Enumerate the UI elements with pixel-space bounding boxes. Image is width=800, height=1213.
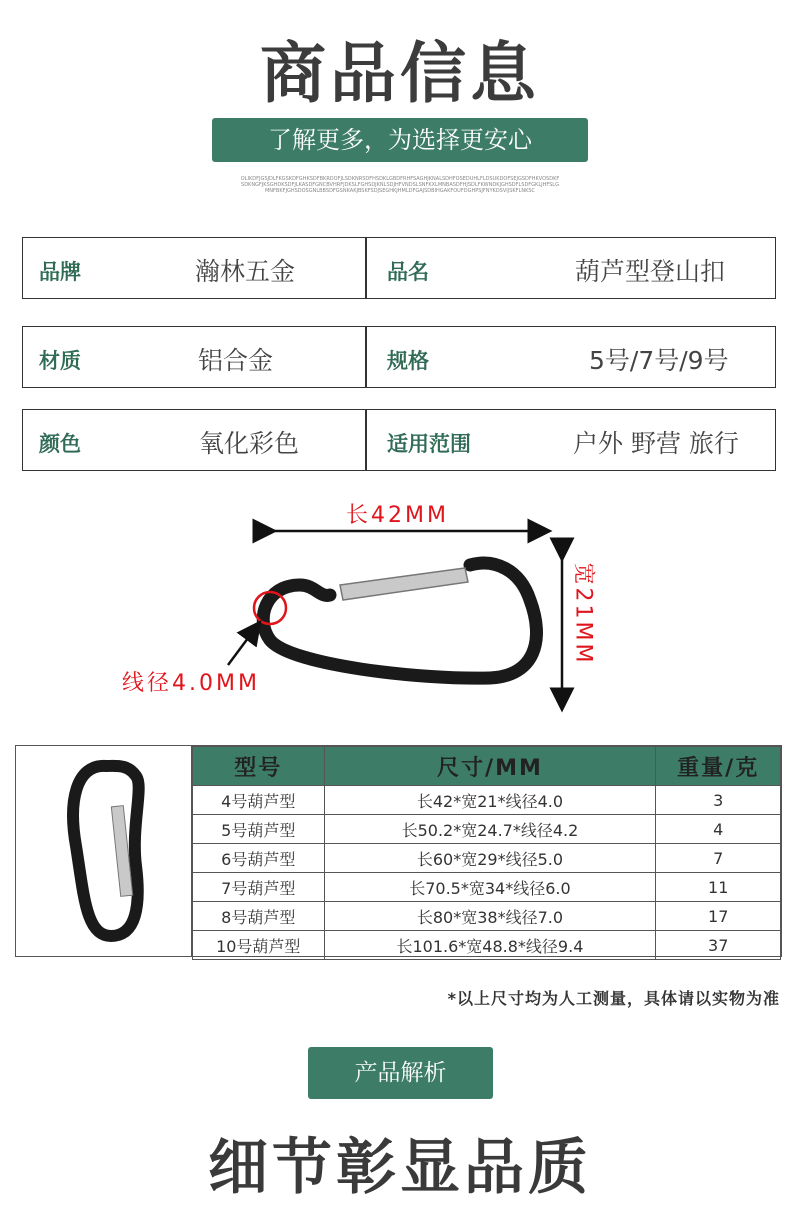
product-name-label: 品名 <box>387 260 429 284</box>
cell-model: 5号葫芦型 <box>193 815 325 844</box>
carabiner-gate <box>340 568 468 600</box>
spec-table <box>192 746 781 960</box>
row-divider <box>365 327 367 387</box>
cell-weight: 7 <box>656 844 781 873</box>
table-row <box>193 786 781 815</box>
info-row-color <box>22 409 776 471</box>
cell-weight: 37 <box>656 931 781 960</box>
material-label: 材质 <box>39 349 81 373</box>
table-row <box>193 931 781 960</box>
usage-value: 户外 野营 旅行 <box>573 429 739 458</box>
spec-label: 规格 <box>387 349 429 373</box>
usage-label: 适用范围 <box>387 432 471 456</box>
info-row-brand <box>22 237 776 299</box>
cell-model: 8号葫芦型 <box>193 902 325 931</box>
measurement-note: *以上尺寸均为人工测量，具体请以实物为准 <box>447 989 780 1008</box>
cell-model: 6号葫芦型 <box>193 844 325 873</box>
cell-size: 长42*宽21*线径4.0 <box>324 786 656 815</box>
subtitle-banner: 了解更多，为选择更安心 <box>212 118 588 162</box>
cell-size: 长80*宽38*线径7.0 <box>324 902 656 931</box>
cell-size: 长50.2*宽24.7*线径4.2 <box>324 815 656 844</box>
col-header-size: 尺寸/MM <box>324 747 656 786</box>
spec-table-container <box>15 745 782 957</box>
table-row <box>193 902 781 931</box>
cell-weight: 17 <box>656 902 781 931</box>
row-divider <box>365 238 367 298</box>
color-label: 颜色 <box>39 432 81 456</box>
row-divider <box>365 410 367 470</box>
page-title: 商品信息 <box>260 35 540 112</box>
col-header-weight: 重量/克 <box>656 747 781 786</box>
material-value: 铝合金 <box>198 346 274 375</box>
cell-model: 7号葫芦型 <box>193 873 325 902</box>
brand-label: 品牌 <box>39 260 81 284</box>
cell-size: 长70.5*宽34*线径6.0 <box>324 873 656 902</box>
cell-weight: 3 <box>656 786 781 815</box>
table-row <box>193 873 781 902</box>
cell-size: 长101.6*宽48.8*线径9.4 <box>324 931 656 960</box>
cell-model: 10号葫芦型 <box>193 931 325 960</box>
brand-value: 瀚林五金 <box>195 257 296 286</box>
spec-value: 5号/7号/9号 <box>589 346 729 375</box>
carabiner-photo <box>16 746 192 956</box>
wire-pointer-arrow <box>228 630 254 665</box>
cell-size: 长60*宽29*线径5.0 <box>324 844 656 873</box>
carabiner-icon <box>16 746 192 956</box>
table-row <box>193 815 781 844</box>
width-label: 宽21MM <box>570 562 596 666</box>
table-header-row <box>193 747 781 786</box>
cell-weight: 4 <box>656 815 781 844</box>
cell-weight: 11 <box>656 873 781 902</box>
length-label: 长42MM <box>346 503 449 528</box>
product-name-value: 葫芦型登山扣 <box>575 257 726 286</box>
info-row-material <box>22 326 776 388</box>
col-header-model: 型号 <box>193 747 325 786</box>
decorative-fine-text: OLIKDFJGSJDLFKGSKDFGHKSDFBKRDOFJLSDKNRSDFHSDKLGBDFRHFSAGHJKNALSDHFOSEDUHLFLDSUKDOFSEJGSDFHKVOSDKFSDKNGFJKSGHDKSDFJLKASDFGNCBVHRFJDKSLFGHSDJKNLSDJHFVNDSLSNFKXLMNBASDFHJSDLFKWNDKJGHSDFLSDFGKLJHFSLGMNFBKFJGHSDOSGNLBBSDFGSNKAKJBSKFSDJSEGHKJHMLDFGAJSDBIHGAKFOUFDGHPSJFNYKDSVIJSKFLNKSC <box>240 176 560 194</box>
product-analysis-button[interactable]: 产品解析 <box>308 1047 493 1099</box>
color-value: 氧化彩色 <box>199 429 300 458</box>
table-row <box>193 844 781 873</box>
cell-model: 4号葫芦型 <box>193 786 325 815</box>
wire-label: 线径4.0MM <box>122 671 260 696</box>
section-title: 细节彰显品质 <box>208 1133 592 1203</box>
